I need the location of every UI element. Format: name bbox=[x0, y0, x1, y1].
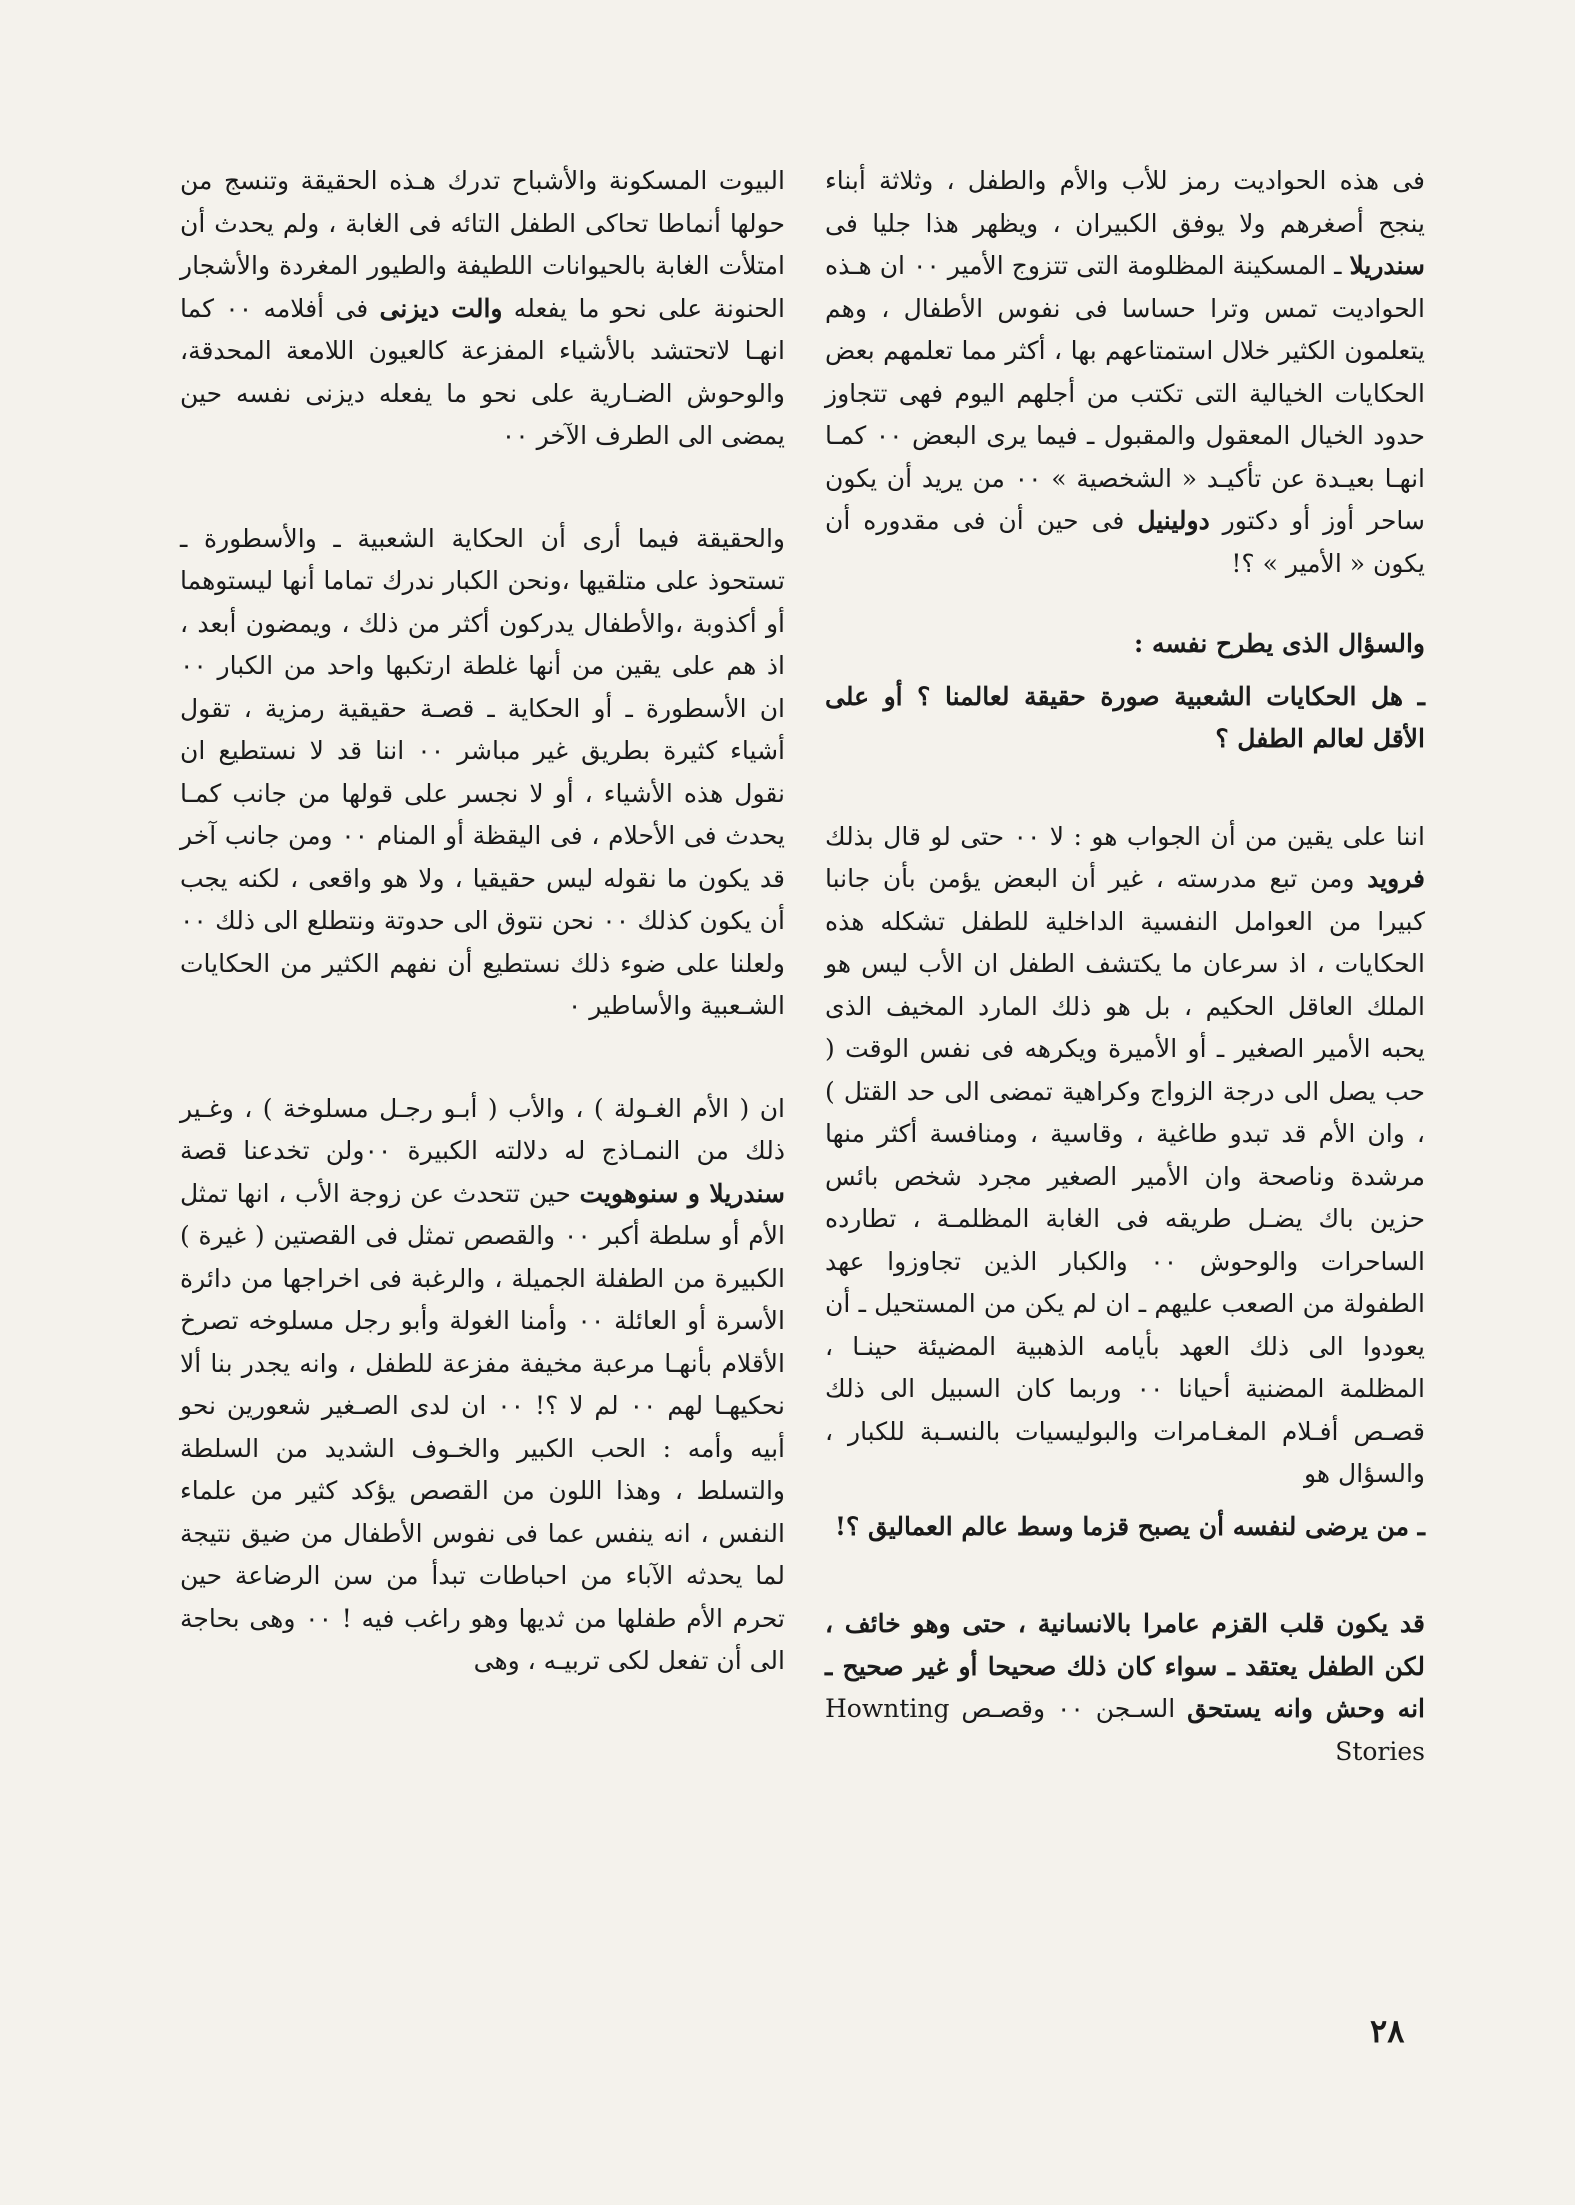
text-run: حين تتحدث عن زوجة الأب ، انها تمثل الأم أو سلطة أكبر ٠٠ والقصص تمثل فى القصتين ( غيرة ) الكبيرة من الطفلة الجميلة ، والرغبة فى اخراجها من دائرة الأسرة أو العائلة ٠٠ وأمنا الغولة وأبو رجل مسلوخه تصرخ الأقلام بأنهـا مرعبة مخيفة مفزعة للطفل ، وانه يجدر بنا ألا نحكيهـا لهم ٠٠ لم لا ؟! ٠٠ ان لدى الصـغير شعورين نحو أبيه وأمه : الحب الكبير والخـوف الشديد من السلطة والتسلط ، وهذا اللون من القصص يؤكد كثير من علماء النفس ، انه ينفس عما فى نفوس الأطفال من ضيق نتيجة لما يحدثه الآباء من احباطات تبدأ من سن الرضاعة حين تحرم الأم طفلها من ثديها وهو راغب فيه ! ٠٠ وهى بحاجة الى أن تفعل لكى تربيـه ، وهى bbox=[180, 1178, 785, 1675]
left-column bbox=[180, 160, 785, 1683]
text-run: ـ المسكينة المظلومة التى تتزوج الأمير ٠٠ ان هـذه الحواديت تمس وترا حساسا فى نفوس الأطفال ، وهم يتعلمون الكثير خلال استمتاعهم بها ، أكثر مما تعلمهم بعض الحكايات الخيالية التى تكتب من أجلهم اليوم فهى تتجاوز حدود الخيال المعقول والمقبول ـ فيما يرى البعض ٠٠ كمـا انهـا بعيـدة عن تأكيـد « الشخصية » ٠٠ من يريد أن يكون ساحر أوز أو دكتور bbox=[825, 251, 1426, 535]
name-freud: فرويد bbox=[1367, 864, 1425, 893]
text-run: فى حين أن فى مقدوره أن يكون « الأمير » ؟! bbox=[825, 506, 1425, 578]
right-paragraph-2 bbox=[825, 816, 1425, 1496]
latin-term: Hownting Stories bbox=[825, 1694, 1425, 1766]
page-number: ٢٨ bbox=[1370, 2012, 1405, 2050]
left-paragraph-3 bbox=[180, 1088, 785, 1683]
left-paragraph-1 bbox=[180, 160, 785, 458]
name-walt-disney: والت ديزنى bbox=[379, 293, 503, 323]
name-cinderella-snow-white: سندريلا و سنوهويت bbox=[579, 1178, 785, 1208]
right-paragraph-3 bbox=[825, 1603, 1425, 1773]
name-dolittle: دولينيل bbox=[1137, 506, 1210, 535]
text-run: البيوت المسكونة والأشباح تدرك هـذه الحقيقة وتنسج من حولها أنماطا تحاكى الطفل التائه فى الغابة ، ولم يحدث أن امتلأت الغابة بالحيوانات اللطيفة والطيور المغردة والأشجار الحنونة على نحو ما يفعله bbox=[180, 166, 785, 323]
text-run: فى أفلامه ٠٠ كما انهـا لاتحتشد بالأشياء المفزعة كالعيون اللامعة المحدقة، والوحوش الضـارية على نحو ما يفعله ديزنى نفسه حين يمضى الى الطرف الآخر ٠٠ bbox=[180, 293, 785, 450]
text-run: ان ( الأم الغـولة ) ، والأب ( أبـو رجـل مسلوخة ) ، وغـير ذلك من النمـاذج له دلالته الكبيرة ٠٠ولن تخدعنا قصة bbox=[180, 1093, 785, 1165]
text-run: اننا على يقين من أن الجواب هو : لا ٠٠ حتى لو قال بذلك bbox=[825, 821, 1425, 851]
left-paragraph-2: والحقيقة فيما أرى أن الحكاية الشعبية ـ والأسطورة ـ تستحوذ على متلقيها ،ونحن الكبار ندرك تماما أنها ليستوهما أو أكذوبة ،والأطفال يدركون أكثر من ذلك ، ويمضون أبعد ، اذ هم على يقين من أنها غلطة ارتكبها واحد من الكبار ٠٠ ان الأسطورة ـ أو الحكاية ـ قصـة حقيقية رمزية ، تقول أشياء كثيرة بطريق غير مباشر ٠٠ اننا قد لا نستطيع ان نقول هذه الأشياء ، أو لا نجسر على قولها من جانب كمـا يحدث فى الأحلام ، فى اليقظة أو المنام ٠٠ ومن جانب آخر قد يكون ما نقوله ليس حقيقيا ، ولا هو واقعى ، لكنه يجب أن يكون كذلك ٠٠ نحن نتوق الى حدوتة ونتطلع الى ذلك ٠٠ ولعلنا على ضوء ذلك نستطيع أن نفهم الكثير من الحكايات الشـعبية والأساطير ٠ bbox=[180, 523, 785, 1020]
section-heading: والسؤال الذى يطرح نفسه : bbox=[1134, 629, 1425, 658]
name-sindrella: سندريلا bbox=[1349, 251, 1425, 280]
text-run: ومن تبع مدرسته ، غير أن البعض يؤمن بأن جانبا كبيرا من العوامل النفسية الداخلية للطفل تشكله هذه الحكايات ، اذ سرعان ما يكتشف الطفل ان الأب ليس هو الملك العاقل الحكيم ، بل هو ذلك المارد المخيف الذى يحبه الأمير الصغير ـ أو الأميرة ويكرهه فى نفس الوقت ( حب يصل الى درجة الزواج وكراهية تمضى الى حد القتل ) ، وان الأم قد تبدو طاغية ، وقاسية ، ومنافسة أكثر منها مرشدة وناصحة وان الأمير الصغير مجرد شخص بائس حزين باك يضـل طريقه فى الغابة المظلمـة ، تطارده الساحرات والوحوش ٠٠ والكبار الذين تجاوزوا عهد الطفولة من الصعب عليهم ـ ان لم يكن من المستحيل ـ أن يعودوا الى ذلك العهد بأيامه الذهبية المضيئة حينـا ، المظلمة المضنية أحيانا ٠٠ وربما كان السبيل الى ذلك قصـص أفـلام المغـامرات والبوليسيات بالنسـبة للكبار ، والسؤال هو bbox=[825, 864, 1426, 1488]
right-paragraph-1 bbox=[825, 160, 1425, 585]
text-run: السـجن ٠٠ وقصـص bbox=[949, 1694, 1188, 1723]
question-1: ـ هل الحكايات الشعبية صورة حقيقة لعالمنا ؟ أو على الأقل لعالم الطفل ؟ bbox=[825, 681, 1425, 753]
right-column bbox=[825, 160, 1425, 1773]
bold-text-run: قد يكون قلب القزم عامرا بالانسانية ، حتى وهو خائف ، لكن الطفل يعتقد ـ سواء كان ذلك صحيحا أو غير صحيح ـ انه وحش وانه يستحق bbox=[825, 1609, 1425, 1723]
text-run: فى هذه الحواديت رمز للأب والأم والطفل ، وثلاثة أبناء ينجح أصغرهم ولا يوفق الكبيران ، ويظهر هذا جليا فى bbox=[825, 166, 1425, 238]
question-2: ـ من يرضى لنفسه أن يصبح قزما وسط عالم العماليق ؟! bbox=[835, 1511, 1425, 1541]
